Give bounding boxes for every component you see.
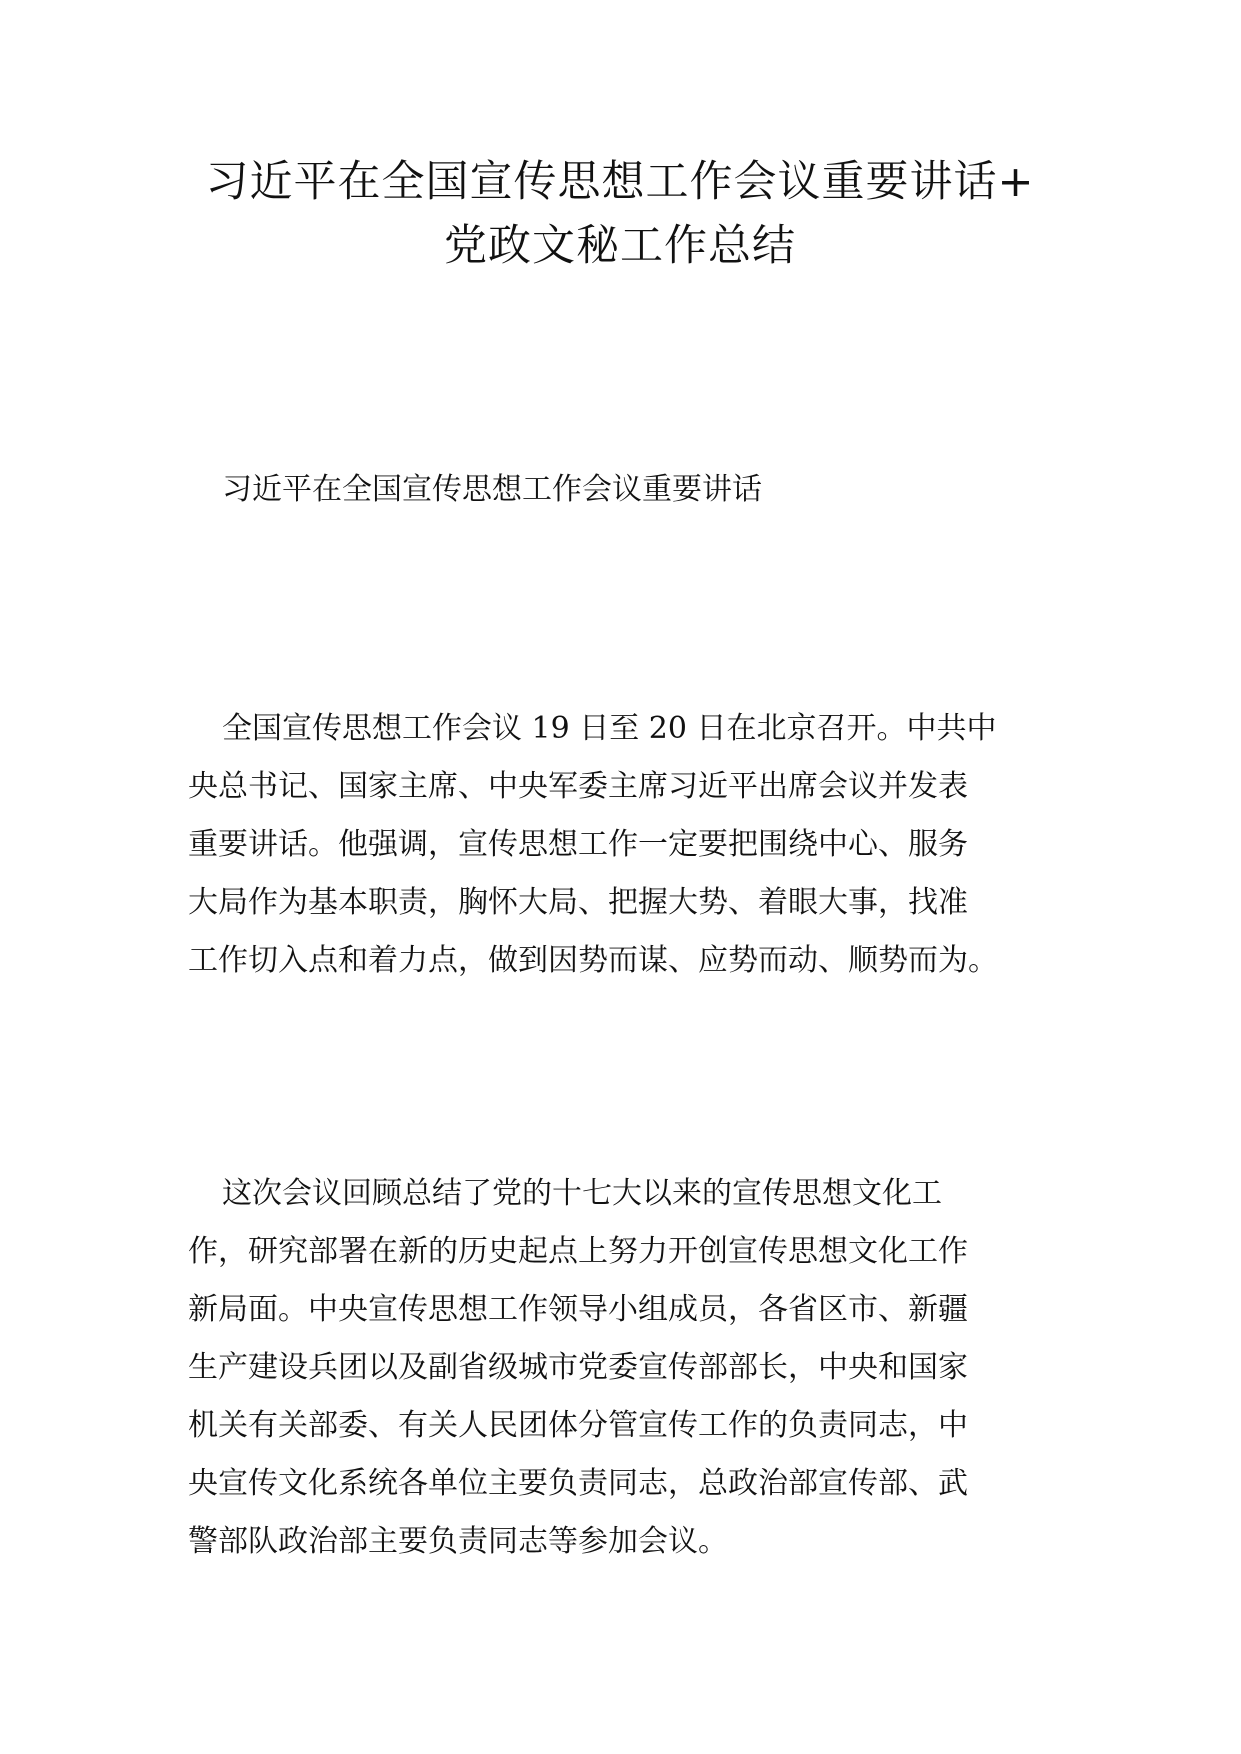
paragraph-2 xyxy=(188,1165,1068,1571)
paragraph-1-line: 央总书记、国家主席、中央军委主席习近平出席会议并发表 xyxy=(188,769,968,804)
paragraph-2-line: 机关有关部委、有关人民团体分管宣传工作的负责同志，中 xyxy=(188,1408,968,1443)
title-line-2: 党政文秘工作总结 xyxy=(444,221,796,271)
paragraph-2-line: 新局面。中央宣传思想工作领导小组成员，各省区市、新疆 xyxy=(188,1292,968,1327)
paragraph-1 xyxy=(188,700,1068,990)
paragraph-2-line: 这次会议回顾总结了党的十七大以来的宣传思想文化工 xyxy=(222,1176,942,1211)
paragraph-1-line: 工作切入点和着力点，做到因势而谋、应势而动、顺势而为。 xyxy=(188,943,998,978)
paragraph-1-line: 重要讲话。他强调，宣传思想工作一定要把围绕中心、服务 xyxy=(188,827,968,862)
paragraph-2-line: 央宣传文化系统各单位主要负责同志，总政治部宣传部、武 xyxy=(188,1466,968,1501)
section-heading: 习近平在全国宣传思想工作会议重要讲话 xyxy=(222,472,762,507)
paragraph-1-line: 全国宣传思想工作会议 19 日至 20 日在北京召开。中共中 xyxy=(222,711,997,746)
paragraph-2-line: 生产建设兵团以及副省级城市党委宣传部部长，中央和国家 xyxy=(188,1350,968,1385)
paragraph-1-line: 大局作为基本职责，胸怀大局、把握大势、着眼大事，找准 xyxy=(188,885,968,920)
paragraph-2-line: 警部队政治部主要负责同志等参加会议。 xyxy=(188,1524,728,1559)
document-title xyxy=(140,150,1100,278)
title-line-1: 习近平在全国宣传思想工作会议重要讲话+ xyxy=(205,157,1035,207)
paragraph-2-line: 作，研究部署在新的历史起点上努力开创宣传思想文化工作 xyxy=(188,1234,968,1269)
